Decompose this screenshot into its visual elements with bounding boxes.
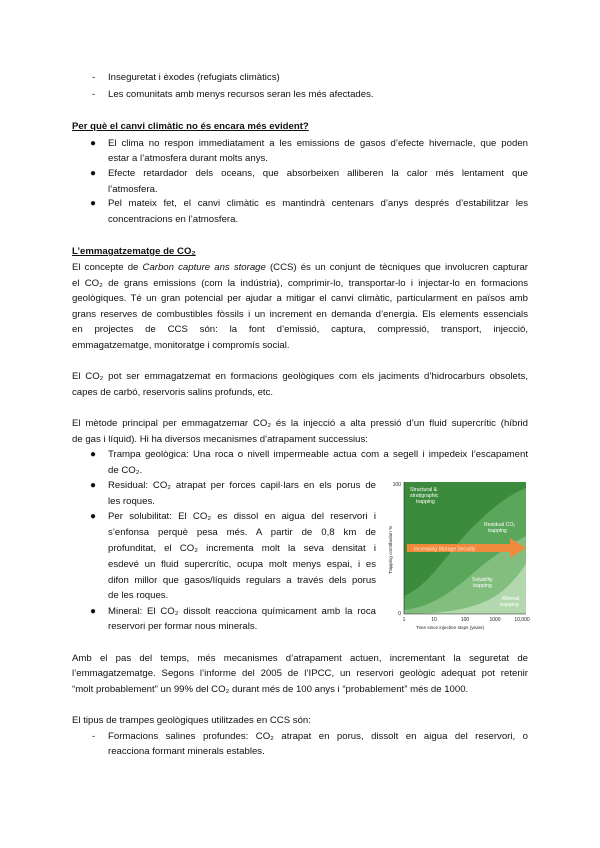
x-tick-label: 1000 [489,617,501,623]
dash-marker: - [92,89,96,100]
paragraph-line: Amb el pas del temps, més mecanismes d’atrapament actuen, incrementant la seguretat de [72,653,528,664]
bullet-line: El clima no respon immediatament a les emissions de gasos d’efecte hivernacle, que poden [108,138,528,149]
bullet-line: Mineral: El CO₂ dissolt reacciona químicament amb la roca [108,606,376,617]
paragraph-line: El tipus de trampes geològiques utilitzades en CCS són: [72,715,311,726]
bullet-line: Trampa geològica: Una roca o nivell impermeable actua com a segell i impedeix l’escapament [108,449,528,460]
region-label: Solubility trapping [472,577,493,589]
paragraph-line: capes de carbó, reservoris salins profunds, etc. [72,387,274,398]
bullet-marker: ● [90,168,97,179]
list-item: Inseguretat i èxodes (refugiats climàtics) [108,72,280,83]
bullet-line: les roques. [108,496,155,507]
y-tick-label: 0 [398,611,401,617]
x-tick-label: 1 [402,617,406,623]
trapping-mechanisms-figure [380,478,532,636]
region-label: Mineral trapping [500,596,520,608]
bullet-marker: ● [90,449,97,460]
dash-marker: - [92,731,96,742]
bullet-marker: ● [90,198,97,209]
paragraph-line: el CO₂ de grans emissions (com la indústria), comprimir-lo, transportar-lo i injectar-lo en formacions [72,278,528,289]
bullet-line: Residual: CO₂ atrapat per forces capil·lars en els porus de [108,480,376,491]
paragraph-line: en projectes de CCS són: la font d’emissió, captura, compressió, transport, injecció, [72,324,528,335]
bullet-line: l’atmosfera. [108,184,158,195]
paragraph-line: l’emmagatzematge. Segons l’informe del 2005 de l’IPCC, un reservori geològic adequat pot retenir [72,668,528,679]
bullet-line: profunditat, el CO₂ incrementa molt la seva densitat i [108,543,376,554]
y-axis-label: Trapping contribution % [388,525,393,575]
x-tick-label: 10 [431,617,437,623]
y-tick-label: 100 [392,482,401,488]
list-item: reacciona formant minerals estables. [108,746,265,757]
bullet-line: de CO₂. [108,465,143,476]
x-tick-label: 100 [460,617,470,623]
bullet-line: Efecte retardador dels oceans, que absorbeixen alliberen la calor més lentament que [108,168,528,179]
section-heading: L’emmagatzematge de CO₂ [72,246,196,257]
x-axis-label: Time since injection stops (years) [416,625,484,630]
bullet-line: esdevé un fluid supercrític, ocupa molt menys espai, i es [108,559,376,570]
paragraph-line: geològiques. Té un gran potencial per ajudar a mitigar el canvi climàtic, particularment en països amb [72,293,528,304]
region-label: Structural & stratigraphic trapping [410,487,439,505]
paragraph-line: El CO₂ pot ser emmagatzemat en formacions geològiques com els jaciments d’hidrocarburs obsolets, [72,371,528,382]
paragraph-line: grans reserves de combustibles fòssils i un increment en demanda d’energia. Els elements essencials [72,309,528,320]
paragraph-line: de gas i líquid). Hi ha diversos mecanismes d’atrapament successius: [72,434,368,445]
bullet-marker: ● [90,480,97,491]
bullet-line: Pel mateix fet, el canvi climàtic es mantindrà centenars d’anys després d’estabilitzar les [108,198,528,209]
list-item: Les comunitats amb menys recursos seran les més afectades. [108,89,374,100]
x-tick-label: 10,000 [514,617,530,623]
bullet-line: difon millor que gasos/líquids regulars a través dels porus [108,575,376,586]
bullet-line: s’enfonsa perquè pesa més. A partir de 0,8 km de [108,527,376,538]
paragraph-line: “molt probablement” un 99% del CO₂ durant més de 100 anys i “probablement” més de 1000. [72,684,469,695]
bullet-line: de les roques. [108,590,169,601]
bullet-line: Per solubilitat: El CO₂ es dissol en aigua del reservori i [108,511,376,522]
bullet-marker: ● [90,511,97,522]
section-heading: Per què el canvi climàtic no és encara més evident? [72,121,309,132]
paragraph-line: emmagatzematge, monitoratge i compromís social. [72,340,290,351]
bullet-line: concentracions en l’atmosfera. [108,214,239,225]
bullet-line: reservori per formar nous minerals. [108,621,258,632]
dash-marker: - [92,72,96,83]
paragraph-line: El mètode principal per emmagatzemar CO₂ és la injecció a alta pressió d’un fluid supercrític (híbrid [72,418,528,429]
bullet-marker: ● [90,138,97,149]
bullet-marker: ● [90,606,97,617]
region-label: Residual CO₂ trapping [484,522,516,534]
italic-term: Carbon capture ans storage [142,262,266,273]
list-item: Formacions salines profundes: CO₂ atrapat en porus, dissolt en aigua del reservori, o [108,731,528,742]
paragraph-line: El concepte de Carbon capture ans storage (CCS) és un conjunt de tècniques que involucren capturar [72,262,528,273]
arrow-label: Increasing Storage Security [414,546,476,553]
bullet-line: estar a l’atmosfera durant molts anys. [108,153,268,164]
